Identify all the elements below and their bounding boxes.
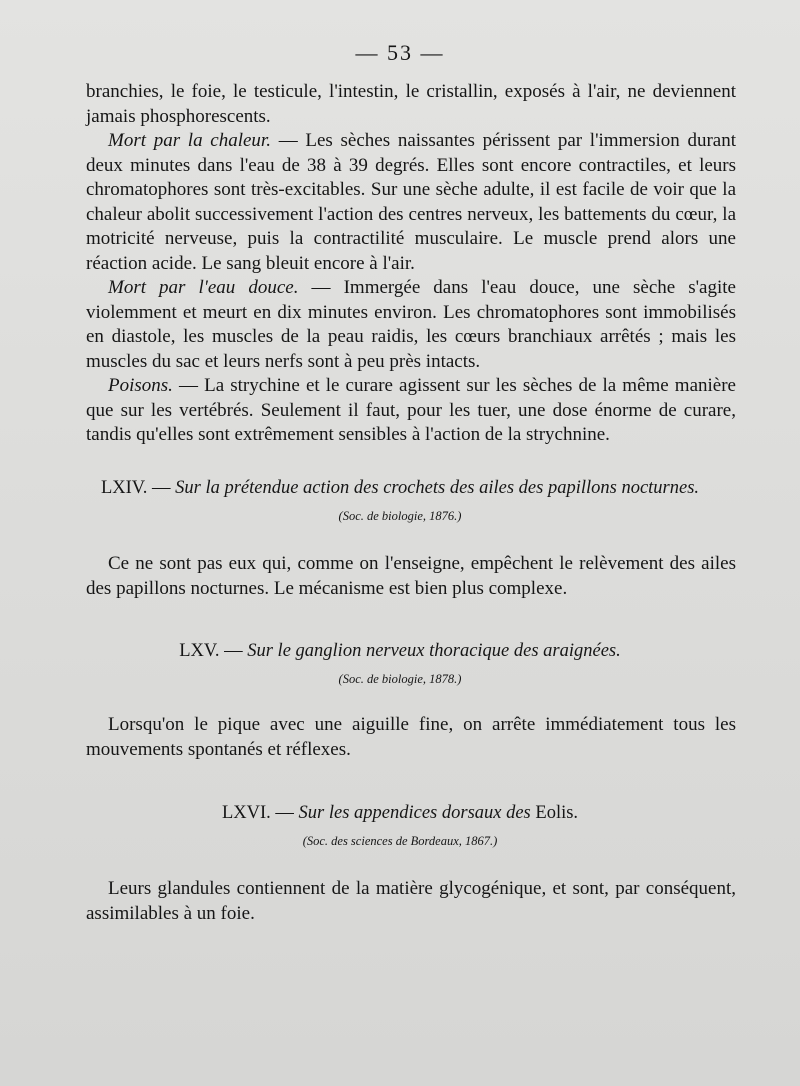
section-title: Sur les appendices dorsaux des — [298, 803, 531, 823]
section-source-lxiv: (Soc. de biologie, 1876.) — [338, 509, 462, 523]
section-title: Sur le ganglion nerveux thoracique des araignées. — [247, 641, 621, 661]
paragraph-text: — Les sèches naissantes périssent par l'immersion durant deux minutes dans l'eau de 38 à 39 degrés. Elles sont encore contractiles, et leurs chromatophores sont très-excitables. Sur une sèche adulte, il est facile de voir que la chaleur abolit successivement l'action des centres nerveux, les battements du cœur, la motricité nerveuse, puis la contractilité musculaire. Le muscle prend alors une réaction acide. Le sang bleuit encore à l'air. — [86, 130, 737, 274]
paragraph-label: Mort par la chaleur. — [108, 130, 271, 151]
paragraph-text: — Immergée dans l'eau douce, une sèche s'agite violemment et meurt en dix minutes environ. Les chromatophores sont immobilisés en diastole, les muscles de la peau raidis, les cœurs branchiaux arrêtés ; mais les muscles du sac et leurs nerfs sont à peu près intacts. — [86, 277, 736, 372]
section-heading-lxiv — [0, 478, 800, 499]
section-title-end: Eolis. — [530, 803, 579, 823]
section-source-lxv: (Soc. de biologie, 1878.) — [338, 672, 462, 686]
paragraph-label: Mort par l'eau douce. — [108, 277, 299, 298]
paragraph-fresh-water-death — [86, 276, 736, 374]
section-body-lxiv: Ce ne sont pas eux qui, comme on l'enseigne, empêchent le relèvement des ailes des papillons nocturnes. Le mécanisme est bien plus complexe. — [86, 553, 736, 599]
section-number: LXIV. — — [100, 478, 176, 498]
paragraph-poisons — [86, 374, 736, 448]
paragraph-heat-death — [86, 129, 736, 276]
section-title: Sur la prétendue action des crochets des ailes des papillons nocturnes. — [175, 478, 700, 498]
paragraph-text: — La strychine et le curare agissent sur les sèches de la même manière que sur les vertébrés. Seulement il faut, pour les tuer, une dose énorme de curare, tandis qu'elles sont extrêmement sensibles à l'action de la strychnine. — [86, 375, 736, 445]
section-body-lxvi: Leurs glandules contiennent de la matière glycogénique, et sont, par conséquent, assimilables à un foie. — [86, 878, 736, 924]
section-number: LXV. — — [179, 641, 248, 661]
opening-text-block — [86, 80, 736, 448]
section-source-lxvi: (Soc. des sciences de Bordeaux, 1867.) — [302, 834, 498, 848]
section-heading-lxv — [0, 641, 800, 662]
section-number: LXVI. — — [221, 803, 299, 823]
page-number: — 53 — — [355, 40, 445, 65]
paragraph-continuation: branchies, le foie, le testicule, l'intestin, le cristallin, exposés à l'air, ne deviennent jamais phosphorescents. — [86, 81, 736, 127]
section-body-lxv: Lorsqu'on le pique avec une aiguille fine, on arrête immédiatement tous les mouvements spontanés et réflexes. — [86, 714, 736, 760]
section-heading-lxvi — [0, 803, 800, 824]
paragraph-label: Poisons. — [108, 375, 173, 396]
